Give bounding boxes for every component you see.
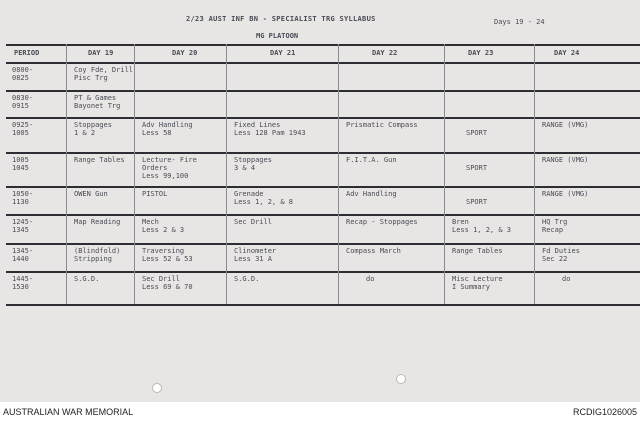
schedule-cell: Coy Fde, Drill Pisc Trg [74,66,134,82]
schedule-cell: do [366,275,375,283]
table-rule [6,186,640,188]
period-cell: 0830- 0915 [12,94,34,110]
column-header: DAY 23 [468,49,494,57]
document-title: 2/23 AUST INF BN - SPECIALIST TRG SYLLABUS [186,15,376,23]
column-header: DAY 22 [372,49,398,57]
schedule-cell: SPORT [466,164,488,172]
column-header: DAY 19 [88,49,114,57]
column-divider [338,44,339,304]
table-rule [6,243,640,245]
schedule-cell: Prismatic Compass [346,121,418,129]
table-rule [6,214,640,216]
schedule-cell: Traversing Less 52 & 53 [142,247,193,263]
table-rule [6,152,640,154]
schedule-cell: Fd Duties Sec 22 [542,247,580,263]
column-header: DAY 21 [270,49,296,57]
schedule-cell: RANGE (VMG) [542,121,589,129]
schedule-cell: Compass March [346,247,401,255]
schedule-cell: Sec Drill [234,218,272,226]
punch-hole-left [152,383,162,393]
period-cell: 1345- 1440 [12,247,34,263]
table-rule [6,304,640,306]
days-range: Days 19 - 24 [494,18,545,26]
column-divider [134,44,135,304]
column-divider [66,44,67,304]
table-rule [6,90,640,92]
schedule-cell: Mech Less 2 & 3 [142,218,185,234]
period-cell: 1445- 1530 [12,275,34,291]
schedule-cell: S.G.D. [74,275,100,283]
column-divider [444,44,445,304]
schedule-cell: S.G.D. [234,275,260,283]
period-cell: 0800- 0825 [12,66,34,82]
schedule-cell: Map Reading [74,218,121,226]
period-cell: 0925- 1005 [12,121,34,137]
schedule-cell: (Blindfold) Stripping [74,247,121,263]
platoon-heading: MG PLATOON [256,32,299,40]
schedule-cell: OWEN Gun [74,190,108,198]
period-cell: 1005 1045 [12,156,29,172]
schedule-cell: HQ Trg Recap [542,218,568,234]
schedule-cell: Clinometer Less 31 A [234,247,277,263]
schedule-cell: Adv Handling [346,190,397,198]
column-header: DAY 24 [554,49,580,57]
schedule-cell: Misc Lecture I Summary [452,275,503,291]
schedule-cell: PISTOL [142,190,168,198]
period-cell: 1050- 1130 [12,190,34,206]
schedule-cell: Lecture- Fire Orders Less 99,100 [142,156,197,180]
schedule-cell: SPORT [466,129,488,137]
footer-right: RCDIG1026005 [572,407,637,417]
footer-left: AUSTRALIAN WAR MEMORIAL [3,407,134,417]
column-header: PERIOD [14,49,40,57]
column-divider [226,44,227,304]
column-header: DAY 20 [172,49,198,57]
schedule-cell: do [562,275,571,283]
schedule-cell: Grenade Less 1, 2, & 8 [234,190,294,206]
table-rule [6,44,640,46]
schedule-cell: Adv Handling Less 58 [142,121,193,137]
schedule-cell: Fixed Lines Less 128 Pam 1943 [234,121,306,137]
schedule-cell: Stoppages 3 & 4 [234,156,272,172]
punch-hole-right [396,374,406,384]
period-cell: 1245- 1345 [12,218,34,234]
schedule-cell: Range Tables [452,247,503,255]
schedule-cell: Stoppages 1 & 2 [74,121,112,137]
schedule-cell: Bren Less 1, 2, & 3 [452,218,512,234]
column-divider [534,44,535,304]
schedule-cell: PT & Games Bayonet Trg [74,94,121,110]
schedule-cell: RANGE (VMG) [542,190,589,198]
schedule-cell: Range Tables [74,156,125,164]
schedule-cell: Recap - Stoppages [346,218,418,226]
table-rule [6,62,640,64]
schedule-cell: RANGE (VMG) [542,156,589,164]
table-rule [6,117,640,119]
schedule-cell: F.I.T.A. Gun [346,156,397,164]
table-rule [6,271,640,273]
schedule-cell: SPORT [466,198,488,206]
schedule-cell: Sec Drill Less 69 & 70 [142,275,193,291]
